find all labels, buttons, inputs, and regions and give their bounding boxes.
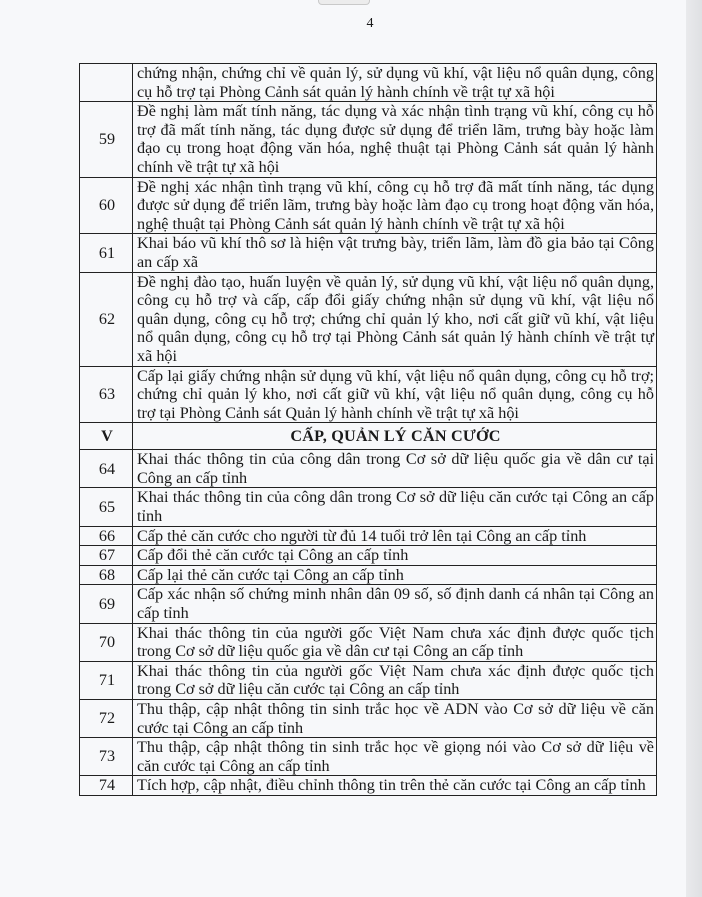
- row-text: Đề nghị làm mất tính năng, tác dụng và xác nhận tình trạng vũ khí, công cụ hỗ trợ đã mất tính năng, tác dụng được sử dụng để triển lãm, trưng bày hoặc làm đạo cụ trong hoạt động văn hóa, nghệ thuật tại Phòng Cảnh sát quản lý hành chính về trật tự xã hội: [133, 102, 657, 177]
- table-row: [80, 102, 657, 177]
- row-text: Khai thác thông tin của công dân trong Cơ sở dữ liệu căn cước tại Công an cấp tỉnh: [133, 488, 657, 526]
- table-row: [80, 700, 657, 738]
- section-number: V: [80, 423, 133, 450]
- viewer-tab-handle[interactable]: [318, 0, 370, 5]
- row-number: 68: [80, 565, 133, 585]
- table-row: [80, 272, 657, 366]
- row-number: 69: [80, 585, 133, 623]
- table-row: [80, 738, 657, 776]
- row-number: 72: [80, 700, 133, 738]
- row-number: 62: [80, 272, 133, 366]
- table-row: [80, 585, 657, 623]
- row-number: 65: [80, 488, 133, 526]
- row-number: 60: [80, 177, 133, 234]
- row-number: 73: [80, 738, 133, 776]
- section-header-row: [80, 423, 657, 450]
- table-row: [80, 623, 657, 661]
- row-number: 59: [80, 102, 133, 177]
- row-text: Khai thác thông tin của người gốc Việt Nam chưa xác định được quốc tịch trong Cơ sở dữ liệu quốc gia về dân cư tại Công an cấp tỉnh: [133, 623, 657, 661]
- row-text: Tích hợp, cập nhật, điều chỉnh thông tin trên thẻ căn cước tại Công an cấp tỉnh: [133, 776, 657, 796]
- row-number: 74: [80, 776, 133, 796]
- row-text: Cấp xác nhận số chứng minh nhân dân 09 số, số định danh cá nhân tại Công an cấp tỉnh: [133, 585, 657, 623]
- row-number: 70: [80, 623, 133, 661]
- page-number: 4: [366, 16, 374, 31]
- row-number: 63: [80, 366, 133, 423]
- table-row: [80, 661, 657, 699]
- row-text: Cấp thẻ căn cước cho người từ đủ 14 tuổi trở lên tại Công an cấp tỉnh: [133, 526, 657, 546]
- table-row: [80, 177, 657, 234]
- row-number: 67: [80, 546, 133, 566]
- table-row: [80, 565, 657, 585]
- row-text: Khai thác thông tin của người gốc Việt Nam chưa xác định được quốc tịch trong Cơ sở dữ liệu căn cước tại Công an cấp tỉnh: [133, 661, 657, 699]
- row-text: Đề nghị xác nhận tình trạng vũ khí, công cụ hỗ trợ đã mất tính năng, tác dụng được sử dụng để triển lãm, trưng bày hoặc làm đạo cụ trong hoạt động văn hóa, nghệ thuật tại Phòng Cảnh sát quản lý hành chính về trật tự xã hội: [133, 177, 657, 234]
- table-row: [80, 526, 657, 546]
- row-text: Cấp lại giấy chứng nhận sử dụng vũ khí, vật liệu nổ quân dụng, công cụ hỗ trợ; chứng chỉ quản lý kho, nơi cất giữ vũ khí, vật liệu nổ quân dụng, công cụ hỗ trợ tại Phòng Cảnh sát Quản lý hành chính về trật tự xã hội: [133, 366, 657, 423]
- row-number: 64: [80, 450, 133, 488]
- row-number: 61: [80, 234, 133, 272]
- procedures-table: [79, 63, 657, 796]
- table-row: [80, 776, 657, 796]
- row-number: 66: [80, 526, 133, 546]
- table-row: [80, 366, 657, 423]
- row-text: Khai thác thông tin của công dân trong Cơ sở dữ liệu quốc gia về dân cư tại Công an cấp tỉnh: [133, 450, 657, 488]
- row-text: chứng nhận, chứng chỉ về quản lý, sử dụng vũ khí, vật liệu nổ quân dụng, công cụ hỗ trợ tại Phòng Cảnh sát quản lý hành chính về trật tự xã hội: [133, 64, 657, 102]
- row-text: Khai báo vũ khí thô sơ là hiện vật trưng bày, triển lãm, làm đồ gia bảo tại Công an cấp xã: [133, 234, 657, 272]
- row-text: Thu thập, cập nhật thông tin sinh trắc học về giọng nói vào Cơ sở dữ liệu về căn cước tại Công an cấp tỉnh: [133, 738, 657, 776]
- table-row: [80, 546, 657, 566]
- table-row: [80, 488, 657, 526]
- row-text: Cấp lại thẻ căn cước tại Công an cấp tỉnh: [133, 565, 657, 585]
- row-text: Đề nghị đào tạo, huấn luyện về quản lý, sử dụng vũ khí, vật liệu nổ quân dụng, công cụ hỗ trợ và cấp, cấp đổi giấy chứng nhận sử dụng vũ khí, vật liệu nổ quân dụng, công cụ hỗ trợ; chứng chỉ quản lý kho, nơi cất giữ vũ khí, vật liệu nổ quân dụng, công cụ hỗ trợ tại Phòng Cảnh sát quản lý hành chính về trật tự xã hội: [133, 272, 657, 366]
- row-text: Cấp đổi thẻ căn cước tại Công an cấp tỉnh: [133, 546, 657, 566]
- row-text: Thu thập, cập nhật thông tin sinh trắc học về ADN vào Cơ sở dữ liệu về căn cước tại Công an cấp tỉnh: [133, 700, 657, 738]
- table-row: [80, 234, 657, 272]
- viewer-edge: [686, 0, 702, 897]
- table-row: [80, 450, 657, 488]
- row-number: 71: [80, 661, 133, 699]
- row-number: [80, 64, 133, 102]
- table-row: [80, 64, 657, 102]
- section-title: CẤP, QUẢN LÝ CĂN CƯỚC: [133, 423, 657, 450]
